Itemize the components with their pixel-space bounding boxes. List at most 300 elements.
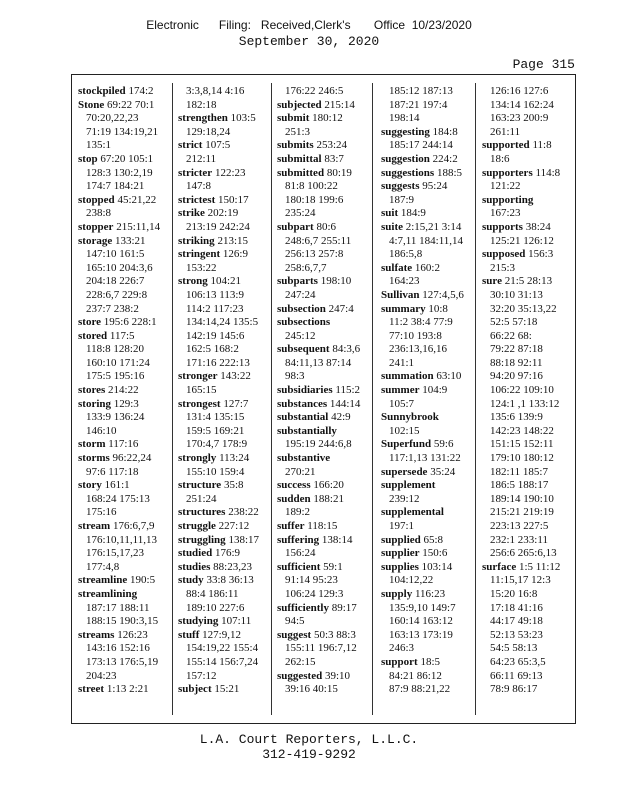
index-references: 103:14 [421, 560, 453, 573]
index-references: 3:3,8,14 4:16 [186, 85, 245, 97]
index-entry-continuation [381, 85, 471, 99]
index-entry-continuation [178, 642, 268, 656]
index-entry-continuation [482, 357, 572, 371]
index-entry-continuation [78, 602, 168, 616]
index-term: sudden [277, 492, 311, 505]
index-references: 177:4,8 [86, 560, 120, 573]
index-references: 165:15 [186, 384, 217, 397]
index-references: 215:11,14 [116, 220, 161, 233]
index-term: sure [482, 275, 502, 288]
index-entry-continuation [78, 303, 168, 317]
index-term: summer [381, 384, 420, 397]
index-references: 142:23 148:22 [490, 424, 554, 437]
index-entry [78, 85, 168, 99]
index-entry [277, 452, 367, 466]
index-term: stronger [178, 370, 218, 383]
index-entry-continuation [78, 289, 168, 303]
index-entry [381, 656, 471, 670]
index-references: 146:10 [86, 424, 117, 437]
index-term: supposed [482, 248, 526, 261]
index-entry-continuation [178, 670, 268, 684]
index-references: 223:13 227:5 [490, 520, 549, 532]
index-entry-continuation [78, 112, 168, 126]
index-term: supporters [482, 166, 533, 179]
index-references: 59:1 [323, 560, 343, 573]
index-column-5 [482, 85, 572, 715]
index-entry-continuation [381, 99, 471, 113]
index-entry [381, 547, 471, 561]
index-references: 182:18 [186, 98, 217, 111]
index-term: striking [178, 234, 215, 247]
index-references: 186:5 188:17 [490, 479, 549, 492]
index-term: subjected [277, 98, 322, 111]
index-references: 197:1 [389, 520, 415, 532]
index-entry-continuation [482, 574, 572, 588]
index-references: 50:3 88:3 [313, 628, 356, 641]
index-entry-continuation [277, 642, 367, 656]
index-references: 236:13,16,16 [389, 343, 448, 356]
index-entry-continuation [78, 425, 168, 439]
index-entry [277, 520, 367, 534]
index-references: 65:8 [423, 533, 444, 546]
index-entry-continuation [381, 493, 471, 507]
index-references: 125:21 126:12 [490, 234, 554, 247]
index-entry-continuation [482, 126, 572, 140]
index-references: 38:24 [525, 220, 551, 233]
index-entry-continuation [277, 683, 367, 697]
index-entry [78, 452, 168, 466]
index-references: 104:9 [422, 384, 448, 397]
index-term: Sunnybrook [381, 411, 439, 424]
index-entry-continuation [78, 615, 168, 629]
index-references: 198:14 [389, 112, 420, 125]
index-references: 258:6,7,7 [285, 261, 327, 274]
index-references: 187:17 188:11 [86, 601, 150, 614]
index-term: strongly [178, 452, 217, 465]
index-entry-continuation [482, 316, 572, 330]
index-entry-continuation [178, 180, 268, 194]
index-references: 175:16 [86, 506, 117, 519]
index-term: suggesting [381, 125, 430, 138]
index-column-2 [178, 85, 268, 715]
index-term: supporting [482, 193, 534, 206]
index-entry-continuation [482, 411, 572, 425]
index-entry-continuation [381, 194, 471, 208]
index-references: 70:20,22,23 [86, 112, 139, 125]
index-references: 215:21 219:19 [490, 506, 554, 519]
index-entry-continuation [482, 262, 572, 276]
index-term: store [78, 316, 102, 329]
index-references: 154:19,22 155:4 [186, 642, 259, 655]
index-entry-continuation [78, 275, 168, 289]
index-entry [482, 275, 572, 289]
index-entry-continuation [178, 588, 268, 602]
index-references: 10:8 [428, 302, 448, 315]
index-entry-continuation [78, 506, 168, 520]
index-term: street [78, 683, 105, 696]
index-references: 135:6 139:9 [490, 411, 543, 424]
index-term: sufficient [277, 560, 321, 573]
index-entry-continuation [178, 411, 268, 425]
index-term: Stone [78, 98, 105, 111]
index-entry [178, 112, 268, 126]
index-term: storm [78, 438, 106, 451]
index-references: 104:12,22 [389, 574, 434, 587]
index-entry [78, 588, 168, 602]
index-term: suggestions [381, 166, 435, 179]
index-entry [381, 561, 471, 575]
index-references: 247:4 [328, 302, 354, 315]
index-references: 171:16 222:13 [186, 356, 250, 369]
index-entry-continuation [482, 479, 572, 493]
index-references: 129:3 [113, 397, 139, 410]
index-entry [482, 139, 572, 153]
index-entry-continuation [78, 547, 168, 561]
index-entry [78, 221, 168, 235]
index-references: 131:4 135:15 [186, 411, 245, 424]
index-entry-continuation [178, 153, 268, 167]
index-references: 32:20 35:13,22 [490, 302, 557, 315]
index-entry-continuation [482, 615, 572, 629]
index-term: suffer [277, 520, 305, 532]
index-entry-continuation [381, 602, 471, 616]
index-references: 147:8 [186, 180, 212, 193]
index-term: story [78, 479, 102, 492]
index-references: 106:13 113:9 [186, 288, 244, 301]
index-references: 94:20 97:16 [490, 370, 543, 383]
index-references: 135:9,10 149:7 [389, 601, 456, 614]
index-term: strong [178, 275, 208, 288]
index-references: 106:22 109:10 [490, 384, 554, 397]
index-term: supplemental [381, 506, 444, 519]
index-references: 52:13 53:23 [490, 628, 543, 641]
index-term: supply [381, 587, 413, 600]
index-entry-continuation [381, 248, 471, 262]
index-entry-continuation [277, 574, 367, 588]
index-references: 122:23 [214, 166, 246, 179]
index-references: 156:3 [528, 248, 554, 261]
index-term: study [178, 574, 204, 587]
index-references: 1:5 11:12 [518, 560, 561, 573]
index-entry-continuation [178, 99, 268, 113]
index-entry-continuation [482, 207, 572, 221]
index-entry [381, 221, 471, 235]
index-term: subject [178, 683, 212, 696]
index-references: 227:12 [218, 520, 250, 532]
index-references: 30:10 31:13 [490, 288, 543, 301]
index-term: strike [178, 207, 205, 220]
index-entry-continuation [178, 656, 268, 670]
index-entry-continuation [78, 343, 168, 357]
index-references: 126:16 127:6 [490, 85, 549, 97]
index-references: 168:24 175:13 [86, 492, 150, 505]
index-term: surface [482, 560, 517, 573]
index-references: 153:22 [186, 261, 217, 274]
index-references: 118:15 [307, 520, 338, 532]
index-references: 188:21 [313, 492, 344, 505]
index-references: 213:15 [217, 234, 248, 247]
index-entry [78, 153, 168, 167]
index-references: 174:7 184:21 [86, 180, 145, 193]
index-entry [277, 425, 367, 439]
index-entry-continuation [178, 466, 268, 480]
index-references: 106:24 129:3 [285, 587, 344, 600]
index-term: stopper [78, 220, 114, 233]
index-references: 163:23 200:9 [490, 112, 549, 125]
index-entry [78, 574, 168, 588]
index-entry [277, 670, 367, 684]
index-references: 189:10 227:6 [186, 601, 245, 614]
index-references: 155:10 159:4 [186, 465, 245, 478]
index-references: 11:15,17 12:3 [490, 574, 551, 587]
index-entry-continuation [78, 262, 168, 276]
index-entry-continuation [482, 506, 572, 520]
index-references: 15:21 [214, 683, 240, 696]
index-term: strengthen [178, 112, 228, 125]
index-entry-continuation [277, 262, 367, 276]
index-references: 69:22 70:1 [107, 98, 155, 111]
index-references: 204:23 [86, 669, 117, 682]
index-references: 166:20 [313, 479, 344, 492]
index-entry-continuation [277, 615, 367, 629]
index-references: 238:8 [86, 207, 112, 220]
index-entry-continuation [277, 588, 367, 602]
index-term: supplies [381, 560, 419, 573]
index-entry-continuation [381, 316, 471, 330]
index-entry [381, 506, 471, 520]
index-references: 134:14,24 135:5 [186, 316, 259, 329]
index-references: 237:7 238:2 [86, 302, 139, 315]
index-references: 151:15 152:11 [490, 438, 554, 451]
index-entry-continuation [482, 289, 572, 303]
index-references: 135:1 [86, 139, 112, 152]
index-term: suggest [277, 628, 312, 641]
index-term: stricter [178, 166, 213, 179]
index-column-3 [277, 85, 367, 715]
index-references: 186:5,8 [389, 248, 423, 261]
index-references: 117:16 [108, 438, 139, 451]
index-entry-continuation [482, 180, 572, 194]
index-references: 215:14 [324, 98, 355, 111]
index-references: 129:18,24 [186, 125, 231, 138]
index-entry [277, 534, 367, 548]
index-references: 156:24 [285, 547, 316, 560]
index-entry [381, 384, 471, 398]
index-entry [178, 574, 268, 588]
index-entry-continuation [482, 303, 572, 317]
index-references: 107:11 [221, 615, 252, 628]
index-entry [277, 112, 367, 126]
index-references: 155:11 196:7,12 [285, 642, 357, 655]
index-entry-continuation [482, 683, 572, 697]
index-entry-continuation [482, 629, 572, 643]
index-entry-continuation [277, 289, 367, 303]
index-entry-continuation [78, 561, 168, 575]
index-table [71, 74, 576, 724]
index-entry-continuation [178, 221, 268, 235]
index-entry [178, 629, 268, 643]
index-entry [78, 520, 168, 534]
index-entry-continuation [482, 384, 572, 398]
column-divider [475, 83, 476, 715]
index-entry [178, 561, 268, 575]
index-references: 81:8 100:22 [285, 180, 338, 193]
index-references: 66:11 69:13 [490, 669, 543, 682]
index-references: 2:15,21 3:14 [405, 220, 462, 233]
index-references: 71:19 134:19,21 [86, 125, 159, 138]
index-entry-continuation [178, 85, 268, 99]
index-term: streamline [78, 574, 128, 587]
index-entry-continuation [78, 670, 168, 684]
index-references: 18:5 [420, 655, 440, 668]
index-entry [178, 235, 268, 249]
index-term: subsections [277, 316, 331, 329]
index-entry [381, 411, 471, 425]
index-entry-continuation [78, 167, 168, 181]
index-references: 159:5 169:21 [186, 424, 245, 437]
index-references: 78:9 86:17 [490, 683, 538, 696]
index-entry-continuation [482, 602, 572, 616]
index-term: studies [178, 560, 211, 573]
index-entry [178, 194, 268, 208]
index-entry [78, 330, 168, 344]
index-entry-continuation [78, 493, 168, 507]
index-entry [78, 479, 168, 493]
index-references: 144:14 [329, 397, 361, 410]
index-references: 198:10 [320, 275, 352, 288]
index-entry [178, 506, 268, 520]
column-divider [271, 83, 272, 715]
index-references: 190:5 [130, 574, 156, 587]
index-entry-continuation [381, 683, 471, 697]
index-term: streams [78, 628, 115, 641]
index-references: 163:13 173:19 [389, 628, 453, 641]
index-references: 179:10 180:12 [490, 452, 554, 465]
index-references: 35:24 [430, 465, 456, 478]
index-references: 202:19 [207, 207, 239, 220]
index-entry-continuation [78, 534, 168, 548]
index-references: 241:1 [389, 356, 415, 369]
index-references: 114:8 [535, 166, 561, 179]
index-term: subparts [277, 275, 318, 288]
index-references: 180:18 199:6 [285, 193, 344, 206]
index-references: 270:21 [285, 465, 316, 478]
index-entry-continuation [78, 180, 168, 194]
index-term: submitted [277, 166, 325, 179]
index-term: stockpiled [78, 85, 126, 97]
index-entry-continuation [277, 126, 367, 140]
index-term: stop [78, 152, 98, 165]
index-entry [178, 370, 268, 384]
index-entry-continuation [482, 670, 572, 684]
index-references: 150:17 [218, 193, 249, 206]
index-entry [277, 602, 367, 616]
index-entry-continuation [277, 330, 367, 344]
index-entry [178, 683, 268, 697]
index-references: 63:10 [436, 370, 462, 383]
index-term: struggle [178, 520, 216, 532]
index-entry [178, 534, 268, 548]
index-references: 212:11 [186, 152, 217, 165]
index-entry-continuation [381, 235, 471, 249]
index-references: 187:9 [389, 193, 415, 206]
index-term: submits [277, 139, 314, 152]
index-entry-continuation [277, 370, 367, 384]
index-entry [178, 167, 268, 181]
index-entry-continuation [78, 466, 168, 480]
index-entry [78, 683, 168, 697]
index-term: stopped [78, 193, 115, 206]
index-entry [381, 303, 471, 317]
index-entry-continuation [482, 425, 572, 439]
index-entry-continuation [482, 438, 572, 452]
index-references: 180:12 [312, 112, 343, 125]
index-entry [178, 398, 268, 412]
index-entry [381, 262, 471, 276]
index-references: 188:15 190:3,15 [86, 615, 159, 628]
index-entry-continuation [381, 425, 471, 439]
index-entry [78, 99, 168, 113]
index-references: 107:5 [205, 139, 231, 152]
index-entry-continuation [482, 370, 572, 384]
index-term: struggling [178, 533, 226, 546]
index-entry-continuation [381, 139, 471, 153]
index-entry-continuation [381, 112, 471, 126]
index-references: 118:8 128:20 [86, 343, 144, 356]
index-term: suggested [277, 669, 323, 682]
index-references: 66:22 68: [490, 329, 532, 342]
index-references: 143:16 152:16 [86, 642, 150, 655]
index-entry [381, 207, 471, 221]
index-references: 224:2 [432, 152, 458, 165]
index-entry [178, 452, 268, 466]
index-references: 173:13 176:5,19 [86, 655, 159, 668]
index-references: 251:3 [285, 125, 311, 138]
index-term: subsidiaries [277, 384, 333, 397]
index-references: 138:14 [321, 533, 353, 546]
index-references: 54:5 58:13 [490, 642, 538, 655]
index-references: 235:24 [285, 207, 316, 220]
index-references: 83:7 [324, 152, 344, 165]
index-entry-continuation [78, 370, 168, 384]
index-term: stores [78, 384, 106, 397]
index-references: 84:3,6 [332, 343, 361, 356]
index-term: suggests [381, 180, 420, 193]
index-term: Sullivan [381, 288, 420, 301]
index-references: 160:2 [414, 261, 440, 274]
index-entry [178, 275, 268, 289]
index-references: 39:16 40:15 [285, 683, 338, 696]
index-references: 42:9 [331, 411, 351, 424]
index-entry-continuation [178, 357, 268, 371]
index-entry [277, 99, 367, 113]
index-references: 195:19 244:6,8 [285, 438, 352, 451]
index-references: 88:23,23 [213, 560, 252, 573]
index-entry-continuation [381, 357, 471, 371]
index-references: 33:8 36:13 [206, 574, 254, 587]
index-references: 245:12 [285, 329, 316, 342]
index-references: 150:6 [422, 547, 448, 560]
index-entry [277, 139, 367, 153]
index-entry-continuation [381, 670, 471, 684]
index-references: 213:19 242:24 [186, 220, 250, 233]
index-entry-continuation [381, 398, 471, 412]
index-references: 15:20 16:8 [490, 587, 538, 600]
column-divider [172, 83, 173, 715]
index-references: 126:9 [222, 248, 248, 261]
index-references: 79:22 87:18 [490, 343, 543, 356]
index-references: 189:2 [285, 506, 311, 519]
